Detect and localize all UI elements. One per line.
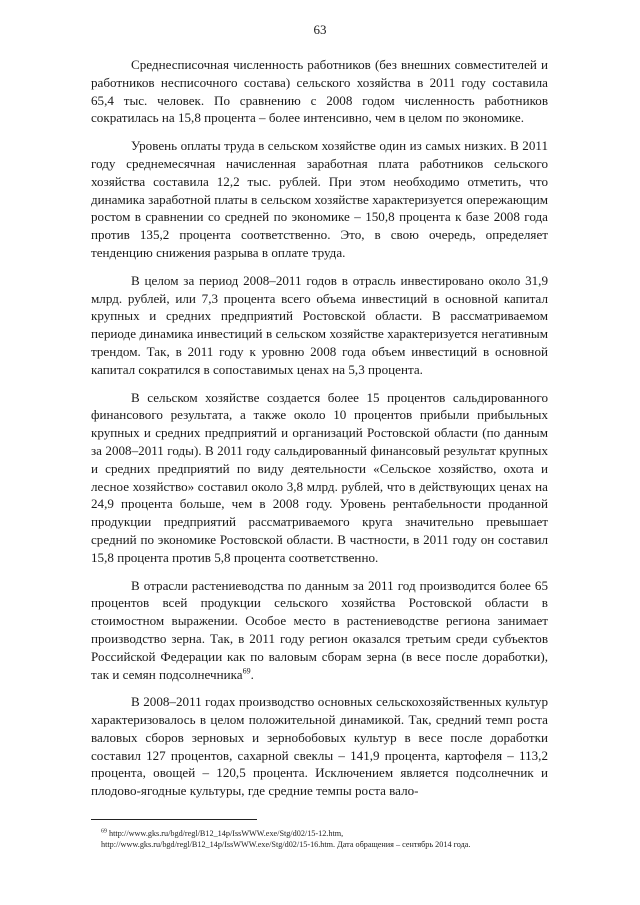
footnote-mark: 69 bbox=[101, 828, 107, 835]
footnote-reference-period: . bbox=[250, 666, 254, 682]
footnote-line-1 bbox=[91, 828, 561, 839]
page-number: 63 bbox=[313, 22, 327, 37]
paragraph-workforce: Среднесписочная численность работников (без внешних совместителей и работников несписочного состава) сельского хозяйства в 2011 году составила 65,4 тыс. человек. По сравнению с 2008 годом численность работников сократилась на 15,8 процента – более интенсивно, чем в целом по экономике. bbox=[91, 57, 548, 126]
paragraph-investment: В целом за период 2008–2011 годов в отрасль инвестировано около 31,9 млрд. рублей, или 7,3 процента всего объема инвестиций в основной капитал крупных и средних предприятий Ростовской области. В рассматриваемом периоде динамика инвестиций в сельском хозяйстве характеризуется негативным трендом. Так, в 2011 году к уровню 2008 года объем инвестиций в основной капитал сократился в сопоставимых ценах на 5,3 процента. bbox=[91, 272, 548, 377]
paragraph-crop-production-text: В отрасли растениеводства по данным за 2011 год производится более 65 процентов всей продукции сельского хозяйства Ростовской области в стоимостном выражении. Особое место в растениеводстве региона занимает производство зерна. Так, в 2011 году регион оказался третьим среди субъектов Российской Федерации как по валовым сборам зерна (в весе после доработки), так и семян подсолнечника bbox=[91, 577, 548, 682]
footnote-separator bbox=[91, 819, 257, 820]
footnote-reference[interactable]: 69 bbox=[242, 666, 251, 676]
footnote-line-2[interactable]: http://www.gks.ru/bgd/regl/B12_14p/IssWWW.exe/Stg/d02/15-16.htm. Дата обращения – сентябрь 2014 года. bbox=[101, 840, 471, 849]
body-text bbox=[91, 56, 548, 810]
paragraph-crop-production bbox=[91, 577, 548, 684]
footnote-link-1[interactable]: http://www.gks.ru/bgd/regl/B12_14p/IssWWW.exe/Stg/d02/15-12.htm, bbox=[109, 829, 344, 838]
paragraph-wages: Уровень оплаты труда в сельском хозяйстве один из самых низких. В 2011 году среднемесячная начисленная заработная плата работников сельского хозяйства составила 12,2 тыс. рублей. При этом необходимо отметить, что динамика заработной платы в сельском хозяйстве характеризуется опережающим ростом в сравнении со средней по экономике – 150,8 процента к базе 2008 года против 135,2 процента соответственно. Это, в свою очередь, определяет тенденцию снижения разрыва в оплате труда. bbox=[91, 138, 548, 260]
footnote bbox=[91, 828, 561, 850]
paragraph-crop-dynamics: В 2008–2011 годах производство основных сельскохозяйственных культур характеризовалось в целом положительной динамикой. Так, средний темп роста валовых сборов зерновых и зернобобовых культур в весе после доработки составил 127 процентов, сахарной свеклы – 141,9 процента, картофеля – 113,2 процента, овощей – 120,5 процента. Исключением является подсолнечник и плодово-ягодные культуры, где средние темпы роста вало- bbox=[91, 694, 548, 799]
paragraph-financial-result: В сельском хозяйстве создается более 15 процентов сальдированного финансового результата, а также около 10 процентов прибыли прибыльных крупных и средних предприятий и организаций Ростовской области (по данным за 2008–2011 годы). В 2011 году сальдированный финансовый результат крупных и средних предприятий по виду деятельности «Сельское хозяйство, охота и лесное хозяйство» составил около 3,8 млрд. рублей, что в действующих ценах на 24,9 процента больше, чем в 2008 году. Уровень рентабельности проданной продукции предприятий рассматриваемого круга значительно превышает средний по экономике Ростовской области. В частности, в 2011 году он составил 15,8 процента против 5,8 процента соответственно. bbox=[91, 389, 548, 565]
